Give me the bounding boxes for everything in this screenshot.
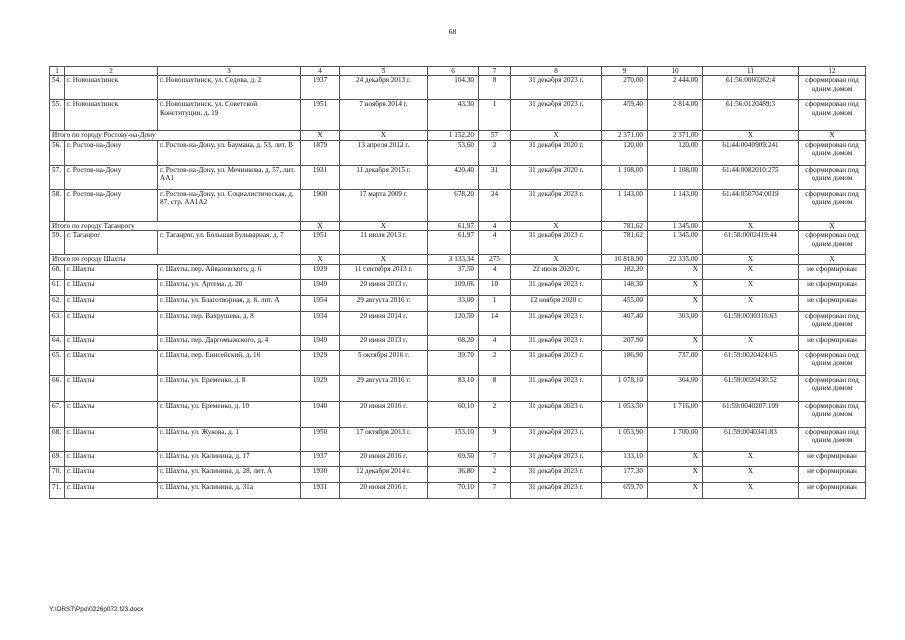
table-row: [50, 76, 866, 100]
table-cell: сформирован под одним домом: [799, 140, 866, 165]
subtotal-cell: 1 152,20: [428, 131, 479, 140]
table-cell: X: [703, 482, 799, 498]
table-cell: г. Шахты: [65, 295, 158, 311]
table-cell: 31 декабря 2023 г.: [511, 451, 602, 466]
table-cell: 31 декабря 2023 г.: [511, 350, 602, 375]
table-cell: 148,30: [602, 279, 648, 295]
table-cell: 31 декабря 2023 г.: [511, 335, 602, 350]
table-cell: X: [703, 466, 799, 482]
table-cell: 14: [479, 311, 511, 335]
table-cell: 59.: [50, 231, 65, 255]
table-cell: 65.: [50, 350, 65, 375]
table-cell: г. Шахты: [65, 264, 158, 279]
table-cell: г. Шахты: [65, 350, 158, 375]
subtotal-cell: 22 335,00: [648, 255, 703, 264]
table-cell: 43,30: [428, 100, 479, 131]
table-cell: 12 декабря 2014 г.: [340, 466, 428, 482]
file-path: Y:\ORST\Ppo\0226p072.f23.docx: [49, 606, 144, 613]
table-cell: 1937: [301, 451, 340, 466]
table-cell: 120,50: [428, 311, 479, 335]
table-cell: 1900: [301, 189, 340, 221]
subtotal-cell: 61,97: [428, 221, 479, 230]
subtotal-cell: X: [301, 221, 340, 230]
table-cell: 31 декабря 2020 г.: [511, 140, 602, 165]
subtotal-cell: 781,62: [602, 221, 648, 230]
table-cell: 2: [479, 140, 511, 165]
table-cell: не сформирован: [799, 466, 866, 482]
table-cell: г. Ростов-на-Дону, ул. Баумана, д. 53, лит. В: [158, 140, 301, 165]
table-cell: не сформирован: [799, 335, 866, 350]
table-cell: 20 июня 2016 г.: [340, 401, 428, 427]
table-cell: 31 декабря 2023 г.: [511, 76, 602, 100]
table-cell: 8: [479, 375, 511, 401]
table-cell: 31 декабря 2023 г.: [511, 189, 602, 221]
table-cell: 68,20: [428, 335, 479, 350]
table-cell: 133,10: [602, 451, 648, 466]
table-cell: сформирован под одним домом: [799, 427, 866, 451]
table-cell: 61:59:0020430:52: [703, 375, 799, 401]
subtotal-label: Итого по городу Шахты: [50, 255, 301, 264]
table-cell: 364,00: [648, 375, 703, 401]
table-cell: 31 декабря 2023 г.: [511, 375, 602, 401]
subtotal-cell: X: [340, 255, 428, 264]
table-cell: 1949: [301, 335, 340, 350]
table-cell: 182,20: [602, 264, 648, 279]
subtotal-cell: X: [799, 131, 866, 140]
table-cell: г. Шахты, ул. Калинина, д. 28, лит. А: [158, 466, 301, 482]
table-cell: г. Новошахтинск, ул. Советской Конституции, д. 19: [158, 100, 301, 131]
table-cell: 420,40: [428, 165, 479, 189]
table-cell: г. Ростов-на-Дону, ул. Мечникова, д. 57, лит. АА1: [158, 165, 301, 189]
table-cell: сформирован под одним домом: [799, 100, 866, 131]
table-cell: 61:44:0082010:275: [703, 165, 799, 189]
table-cell: 69,50: [428, 451, 479, 466]
table-cell: г. Шахты, ул. Калинина, д. 17: [158, 451, 301, 466]
table-cell: г. Шахты: [65, 401, 158, 427]
table-cell: 12 ноября 2020 г.: [511, 295, 602, 311]
table-cell: 31 декабря 2020 г.: [511, 165, 602, 189]
subtotal-cell: X: [301, 131, 340, 140]
table-cell: г. Шахты, ул. Еременко, д. 8: [158, 375, 301, 401]
table-cell: 109,06: [428, 279, 479, 295]
subtotal-cell: 3 133,34: [428, 255, 479, 264]
table-cell: 10: [479, 279, 511, 295]
table-cell: 1 716,00: [648, 401, 703, 427]
table-cell: 31 декабря 2023 г.: [511, 401, 602, 427]
table-row: [50, 451, 866, 466]
table-cell: г. Шахты: [65, 375, 158, 401]
table-cell: сформирован под одним домом: [799, 76, 866, 100]
table-cell: 4: [479, 231, 511, 255]
table-cell: 20 июня 2016 г.: [340, 451, 428, 466]
table-cell: г. Новошахтинск: [65, 100, 158, 131]
table-cell: сформирован под одним домом: [799, 311, 866, 335]
column-number-cell: 4: [301, 67, 340, 76]
subtotal-row: [50, 131, 866, 140]
table-row: [50, 295, 866, 311]
table-cell: г. Ростов-на-Дону: [65, 165, 158, 189]
table-cell: 61:44:0040909:241: [703, 140, 799, 165]
table-cell: 9: [479, 427, 511, 451]
table-cell: 1951: [301, 100, 340, 131]
table-cell: 58.: [50, 189, 65, 221]
table-cell: 31 декабря 2023 г.: [511, 466, 602, 482]
table-cell: 737,00: [648, 350, 703, 375]
table-cell: 17 октября 2013 г.: [340, 427, 428, 451]
table-row: [50, 189, 866, 221]
column-number-cell: 11: [703, 67, 799, 76]
table-cell: г. Шахты, ул. Благотворная, д. 6, лит. А: [158, 295, 301, 311]
subtotal-cell: 16 818,90: [602, 255, 648, 264]
table-cell: 4: [479, 335, 511, 350]
table-cell: 31 декабря 2023 г.: [511, 231, 602, 255]
subtotal-cell: 57: [479, 131, 511, 140]
column-number-cell: 12: [799, 67, 866, 76]
table-cell: 455,00: [602, 295, 648, 311]
table-cell: г. Шахты: [65, 279, 158, 295]
column-number-cell: 7: [479, 67, 511, 76]
table-cell: X: [648, 451, 703, 466]
table-cell: 69.: [50, 451, 65, 466]
table-cell: не сформирован: [799, 482, 866, 498]
table-cell: 61:44:050704:0019: [703, 189, 799, 221]
table-cell: г. Шахты: [65, 427, 158, 451]
table-cell: X: [648, 295, 703, 311]
table-row: [50, 165, 866, 189]
table-cell: X: [648, 335, 703, 350]
table-cell: X: [703, 451, 799, 466]
table-cell: 1 108,00: [648, 165, 703, 189]
table-cell: 1931: [301, 165, 340, 189]
table-cell: 7: [479, 451, 511, 466]
table-cell: 1 053,90: [602, 427, 648, 451]
table-cell: 1940: [301, 401, 340, 427]
table-cell: 13 апреля 2012 г.: [340, 140, 428, 165]
table-cell: г. Шахты, ул. Калинина, д. 31а: [158, 482, 301, 498]
page-number: 68: [448, 27, 457, 36]
table-cell: 67.: [50, 401, 65, 427]
table-cell: 57.: [50, 165, 65, 189]
subtotal-cell: X: [340, 221, 428, 230]
table-row: [50, 264, 866, 279]
table-cell: 61.: [50, 279, 65, 295]
column-number-cell: 10: [648, 67, 703, 76]
table-cell: 36,80: [428, 466, 479, 482]
table-cell: 29 августа 2016 г.: [340, 375, 428, 401]
table-cell: 1951: [301, 231, 340, 255]
table-cell: 29 августа 2016 г.: [340, 295, 428, 311]
table-cell: 120,00: [648, 140, 703, 165]
subtotal-cell: X: [799, 255, 866, 264]
table-cell: 303,00: [648, 311, 703, 335]
table-cell: 31: [479, 165, 511, 189]
table-row: [50, 427, 866, 451]
table-cell: 1929: [301, 375, 340, 401]
table-cell: не сформирован: [799, 295, 866, 311]
table-cell: 63.: [50, 311, 65, 335]
subtotal-cell: 275: [479, 255, 511, 264]
table-cell: 17 марта 2009 г.: [340, 189, 428, 221]
table-cell: 5 октября 2016 г.: [340, 350, 428, 375]
table-cell: г. Шахты: [65, 335, 158, 350]
table-cell: г. Шахты, ул. Еременко, д. 10: [158, 401, 301, 427]
table-cell: 207,90: [602, 335, 648, 350]
table-cell: г. Таганрог: [65, 231, 158, 255]
table-cell: г. Шахты: [65, 311, 158, 335]
table-cell: 31 декабря 2023 г.: [511, 100, 602, 131]
table-cell: 61:59:0040341:83: [703, 427, 799, 451]
table-cell: 678,20: [428, 189, 479, 221]
column-number-cell: 6: [428, 67, 479, 76]
table-cell: 270,00: [602, 76, 648, 100]
table-cell: 1 143,00: [648, 189, 703, 221]
table-cell: 31 декабря 2023 г.: [511, 427, 602, 451]
table-cell: 22 июля 2020 г.: [511, 264, 602, 279]
table-cell: 8: [479, 76, 511, 100]
table-cell: 1 345,00: [648, 231, 703, 255]
subtotal-label: Итого по городу Ростову-на-Дону: [50, 131, 301, 140]
table-row: [50, 401, 866, 427]
table-cell: 2: [479, 350, 511, 375]
subtotal-cell: X: [799, 221, 866, 230]
column-number-cell: 8: [511, 67, 602, 76]
table-cell: 1937: [301, 76, 340, 100]
table-cell: 781,62: [602, 231, 648, 255]
table-row: [50, 375, 866, 401]
table-cell: 1930: [301, 466, 340, 482]
table-cell: 20 июня 2013 г.: [340, 335, 428, 350]
table-cell: 20 июня 2013 г.: [340, 279, 428, 295]
table-cell: 186,90: [602, 350, 648, 375]
table-cell: 64.: [50, 335, 65, 350]
table-cell: сформирован под одним домом: [799, 165, 866, 189]
table-cell: 61,97: [428, 231, 479, 255]
table-cell: 61:59:0020424:65: [703, 350, 799, 375]
table-cell: 39,70: [428, 350, 479, 375]
table-cell: 177,30: [602, 466, 648, 482]
subtotal-cell: X: [340, 131, 428, 140]
table-row: [50, 100, 866, 131]
table-cell: 62.: [50, 295, 65, 311]
table-cell: 61:56:0120489:3: [703, 100, 799, 131]
table-cell: сформирован под одним домом: [799, 231, 866, 255]
table-cell: 1 078,10: [602, 375, 648, 401]
column-number-cell: 2: [65, 67, 158, 76]
table-cell: сформирован под одним домом: [799, 350, 866, 375]
table-cell: сформирован под одним домом: [799, 375, 866, 401]
table-cell: 104,30: [428, 76, 479, 100]
table-cell: г. Шахты, пер. Енисейский, д. 16: [158, 350, 301, 375]
subtotal-cell: X: [301, 255, 340, 264]
table-cell: 2: [479, 466, 511, 482]
subtotal-cell: X: [703, 255, 799, 264]
table-cell: 55.: [50, 100, 65, 131]
table-cell: г. Шахты, пер. Даргомыжского, д. 4: [158, 335, 301, 350]
table-cell: 83,10: [428, 375, 479, 401]
table-cell: 24 декабря 2013 г.: [340, 76, 428, 100]
table-cell: 1 108,00: [602, 165, 648, 189]
table-cell: сформирован под одним домом: [799, 401, 866, 427]
table-cell: 60.: [50, 264, 65, 279]
table-cell: 1929: [301, 350, 340, 375]
table-cell: г. Шахты: [65, 466, 158, 482]
table-cell: 1: [479, 295, 511, 311]
table-cell: X: [703, 335, 799, 350]
subtotal-label: Итого по городу Таганрогу: [50, 221, 301, 230]
table-row: [50, 140, 866, 165]
table-cell: 659,70: [602, 482, 648, 498]
subtotal-cell: X: [511, 221, 602, 230]
table-cell: г. Шахты, ул. Артема, д. 20: [158, 279, 301, 295]
table-row: [50, 335, 866, 350]
table-cell: 1949: [301, 279, 340, 295]
table-cell: г. Ростов-на-Дону, ул. Социалистическая, д. 87, стр. АА1А2: [158, 189, 301, 221]
table-cell: 1879: [301, 140, 340, 165]
column-number-cell: 5: [340, 67, 428, 76]
table-cell: 153,10: [428, 427, 479, 451]
table-cell: г. Шахты, пер. Вахрушева, д. 8: [158, 311, 301, 335]
table-cell: 11 декабря 2015 г.: [340, 165, 428, 189]
column-number-cell: 9: [602, 67, 648, 76]
table-cell: 1950: [301, 427, 340, 451]
table-cell: 1934: [301, 311, 340, 335]
table-cell: не сформирован: [799, 264, 866, 279]
table-row: [50, 350, 866, 375]
table-cell: 61:56:0060262:4: [703, 76, 799, 100]
table-row: [50, 482, 866, 498]
table-cell: не сформирован: [799, 451, 866, 466]
subtotal-cell: X: [703, 221, 799, 230]
table-cell: 33,00: [428, 295, 479, 311]
table-cell: г. Шахты, ул. Жукова, д. 1: [158, 427, 301, 451]
table-cell: 11 сентября 2013 г.: [340, 264, 428, 279]
table-cell: г. Шахты: [65, 451, 158, 466]
housing-table: [49, 66, 866, 499]
table-cell: 66.: [50, 375, 65, 401]
table-cell: г. Шахты, пер. Айвазовского, д. 6: [158, 264, 301, 279]
table-cell: 120,00: [602, 140, 648, 165]
table-cell: 61:59:0030316:63: [703, 311, 799, 335]
column-number-row: [50, 67, 866, 76]
table-cell: 7: [479, 482, 511, 498]
table-row: [50, 279, 866, 295]
table-cell: 71.: [50, 482, 65, 498]
table-cell: X: [648, 482, 703, 498]
table-cell: 37,50: [428, 264, 479, 279]
table-cell: сформирован под одним домом: [799, 189, 866, 221]
table-cell: 24: [479, 189, 511, 221]
table-cell: 467,40: [602, 311, 648, 335]
table-cell: 1 053,50: [602, 401, 648, 427]
table-cell: 70,10: [428, 482, 479, 498]
table-cell: г. Новошахтинск, ул. Седова, д. 2: [158, 76, 301, 100]
table-cell: 1931: [301, 482, 340, 498]
table-cell: 2: [479, 401, 511, 427]
subtotal-cell: 1 345,00: [648, 221, 703, 230]
table-cell: 1 143,00: [602, 189, 648, 221]
table-cell: 1929: [301, 264, 340, 279]
table-cell: 1954: [301, 295, 340, 311]
table-cell: 60,10: [428, 401, 479, 427]
table-cell: 56.: [50, 140, 65, 165]
table-cell: X: [648, 279, 703, 295]
table-row: [50, 231, 866, 255]
table-cell: 11 июля 2013 г.: [340, 231, 428, 255]
table-cell: 31 декабря 2023 г.: [511, 279, 602, 295]
table-cell: г. Шахты: [65, 482, 158, 498]
table-cell: X: [703, 279, 799, 295]
table-cell: 1: [479, 100, 511, 131]
table-cell: 70.: [50, 466, 65, 482]
column-number-cell: 1: [50, 67, 65, 76]
table-cell: X: [648, 466, 703, 482]
subtotal-cell: X: [511, 131, 602, 140]
table-cell: г. Таганрог, ул. Большая Бульварная, д. 7: [158, 231, 301, 255]
table-cell: 7 ноября 2014 г.: [340, 100, 428, 131]
table-cell: X: [648, 264, 703, 279]
table-cell: X: [703, 295, 799, 311]
table-cell: 2 444,00: [648, 76, 703, 100]
table-cell: г. Новошахтинск: [65, 76, 158, 100]
table-cell: не сформирован: [799, 279, 866, 295]
table-cell: 1 700,00: [648, 427, 703, 451]
table-cell: г. Ростов-на-Дону: [65, 140, 158, 165]
table-cell: г. Ростов-на-Дону: [65, 189, 158, 221]
subtotal-row: [50, 221, 866, 230]
subtotal-cell: X: [511, 255, 602, 264]
table-cell: X: [703, 264, 799, 279]
table-cell: 4: [479, 264, 511, 279]
table-cell: 20 июня 2014 г.: [340, 311, 428, 335]
table-cell: 68.: [50, 427, 65, 451]
subtotal-cell: X: [703, 131, 799, 140]
table-cell: 31 декабря 2023 г.: [511, 482, 602, 498]
table-cell: 61:59:0040207:109: [703, 401, 799, 427]
table-row: [50, 466, 866, 482]
table-cell: 54.: [50, 76, 65, 100]
subtotal-cell: 4: [479, 221, 511, 230]
table-cell: 31 декабря 2023 г.: [511, 311, 602, 335]
subtotal-row: [50, 255, 866, 264]
table-cell: 61:58:0002419:44: [703, 231, 799, 255]
table-cell: 2 814,00: [648, 100, 703, 131]
table-cell: 20 июня 2016 г.: [340, 482, 428, 498]
subtotal-cell: 2 371,00: [648, 131, 703, 140]
table-cell: 459,40: [602, 100, 648, 131]
table-row: [50, 311, 866, 335]
subtotal-cell: 2 371,00: [602, 131, 648, 140]
column-number-cell: 3: [158, 67, 301, 76]
table-cell: 53,60: [428, 140, 479, 165]
